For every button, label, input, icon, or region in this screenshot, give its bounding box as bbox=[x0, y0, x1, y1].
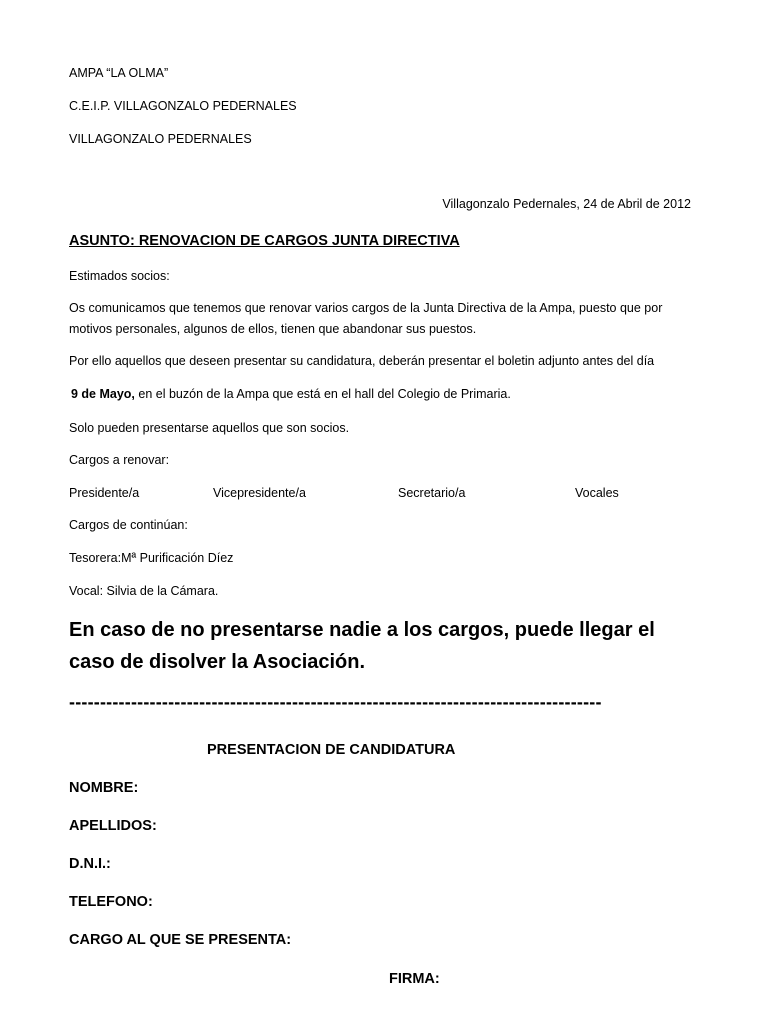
signature-label: FIRMA: bbox=[389, 971, 440, 987]
separator-line: -------------------------------------------------------------------------------------- bbox=[69, 694, 602, 710]
continuing-heading: Cargos de continúan: bbox=[69, 518, 188, 532]
form-title: PRESENTACION DE CANDIDATURA bbox=[207, 742, 456, 758]
continuing-treasurer: Tesorera:Mª Purificación Díez bbox=[69, 551, 234, 565]
town-name: VILLAGONZALO PEDERNALES bbox=[69, 132, 252, 146]
field-apellidos: APELLIDOS: bbox=[69, 818, 157, 834]
org-name: AMPA “LA OLMA” bbox=[69, 66, 169, 80]
field-cargo: CARGO AL QUE SE PRESENTA: bbox=[69, 932, 292, 948]
warning-line2: caso de disolver la Asociación. bbox=[69, 651, 366, 673]
position-vocales: Vocales bbox=[575, 486, 619, 500]
paragraph1-line1: Os comunicamos que tenemos que renovar varios cargos de la Junta Directiva de la Ampa, puesto que por bbox=[69, 301, 663, 315]
paragraph2: Por ello aquellos que deseen presentar su candidatura, deberán presentar el boletin adjunto antes del día bbox=[69, 354, 655, 368]
deadline-line bbox=[71, 386, 511, 402]
paragraph1-line2: motivos personales, algunos de ellos, tienen que abandonar sus puestos. bbox=[69, 322, 477, 336]
members-only-note: Solo pueden presentarse aquellos que son socios. bbox=[69, 421, 350, 435]
continuing-vocal: Vocal: Silvia de la Cámara. bbox=[69, 584, 219, 598]
field-telefono: TELEFONO: bbox=[69, 894, 153, 910]
deadline-date: 9 de Mayo, bbox=[71, 387, 135, 401]
school-name: C.E.I.P. VILLAGONZALO PEDERNALES bbox=[69, 99, 297, 113]
subject-line: ASUNTO: RENOVACION DE CARGOS JUNTA DIRECTIVA bbox=[69, 233, 460, 249]
field-nombre: NOMBRE: bbox=[69, 780, 139, 796]
field-dni: D.N.I.: bbox=[69, 856, 111, 872]
position-secretary: Secretario/a bbox=[398, 486, 466, 500]
position-vicepresident: Vicepresidente/a bbox=[213, 486, 306, 500]
deadline-rest: en el buzón de la Ampa que está en el hall del Colegio de Primaria. bbox=[134, 387, 511, 401]
warning-line1: En caso de no presentarse nadie a los cargos, puede llegar el bbox=[69, 619, 655, 641]
date-line: Villagonzalo Pedernales, 24 de Abril de 2012 bbox=[442, 197, 691, 211]
greeting: Estimados socios: bbox=[69, 269, 170, 283]
renew-heading: Cargos a renovar: bbox=[69, 453, 170, 467]
position-president: Presidente/a bbox=[69, 486, 140, 500]
